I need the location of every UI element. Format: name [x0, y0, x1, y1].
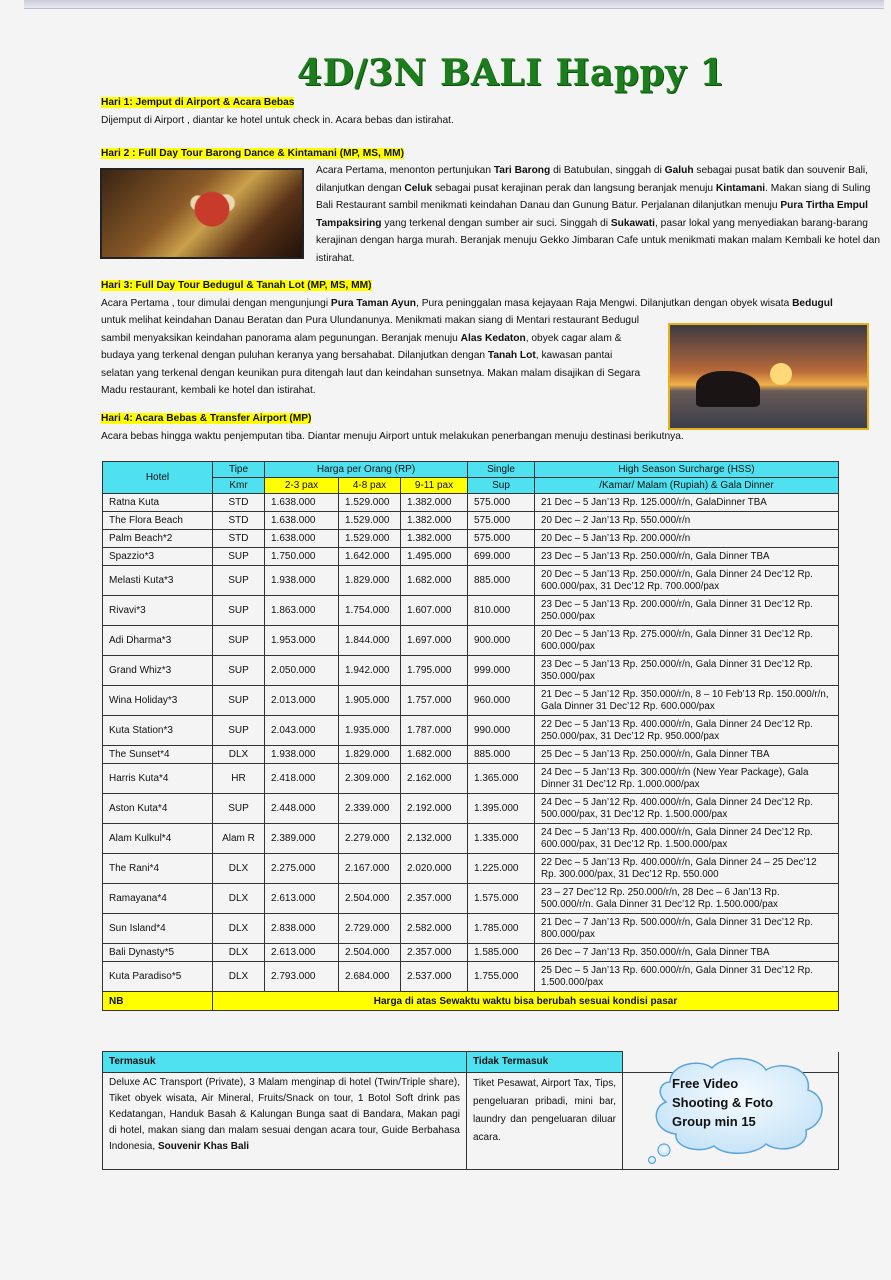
col-kmr-header: Kmr [213, 478, 265, 494]
price-2-3-pax-cell: 1.638.000 [265, 530, 339, 548]
table-row [103, 764, 839, 794]
termasuk-bold: Souvenir Khas Bali [157, 1141, 250, 1152]
price-4-8-pax-cell: 1.935.000 [339, 716, 401, 746]
table-row [103, 530, 839, 548]
nb-text: Harga di atas Sewaktu waktu bisa berubah sesuai kondisi pasar [213, 992, 839, 1011]
hotel-name-cell: The Rani*4 [103, 854, 213, 884]
hotel-name-cell: Harris Kuta*4 [103, 764, 213, 794]
promo-line-2: Shooting & Foto [672, 1095, 774, 1110]
table-row [103, 512, 839, 530]
price-4-8-pax-cell: 1.529.000 [339, 512, 401, 530]
hotel-name-cell: Melasti Kuta*3 [103, 566, 213, 596]
price-2-3-pax-cell: 2.389.000 [265, 824, 339, 854]
sun-shape [770, 363, 792, 385]
col-tipe-header: Tipe [213, 462, 265, 478]
price-2-3-pax-cell: 2.043.000 [265, 716, 339, 746]
room-type-cell: DLX [213, 884, 265, 914]
price-9-11-pax-cell: 1.697.000 [401, 626, 468, 656]
nb-label: NB [103, 992, 213, 1011]
hss-cell: 22 Dec – 5 Jan’13 Rp. 400.000/r/n, Gala Dinner 24 Dec’12 Rp. 250.000/pax, 31 Dec’12 Rp. 950.000/pax [535, 716, 839, 746]
hss-cell: 24 Dec – 5 Jan’13 Rp. 300.000/r/n (New Year Package), Gala Dinner 31 Dec’12 Rp. 1.000.000/pax [535, 764, 839, 794]
price-4-8-pax-cell: 1.844.000 [339, 626, 401, 656]
single-sup-cell: 885.000 [468, 566, 535, 596]
day-3-heading: Hari 3: Full Day Tour Bedugul & Tanah Lot (MP, MS, MM) [101, 280, 372, 291]
table-row [103, 596, 839, 626]
price-4-8-pax-cell: 1.642.000 [339, 548, 401, 566]
price-9-11-pax-cell: 1.682.000 [401, 566, 468, 596]
room-type-cell: DLX [213, 962, 265, 992]
price-4-8-pax-cell: 1.529.000 [339, 530, 401, 548]
room-type-cell: SUP [213, 716, 265, 746]
price-9-11-pax-cell: 1.382.000 [401, 512, 468, 530]
single-sup-cell: 1.585.000 [468, 944, 535, 962]
price-4-8-pax-cell: 1.829.000 [339, 566, 401, 596]
hotel-name-cell: Ramayana*4 [103, 884, 213, 914]
day-3-section: Hari 3: Full Day Tour Bedugul & Tanah Lot (MP, MS, MM) Acara Pertama , tour dimulai dengan mengunjungi Pura Taman Ayun, Pura peninggalan masa kejayaan Raja Mengwi. Dilanjutkan dengan obyek wisata Bedugul untuk melihat keindahan Danau Beratan dan Pura Ulundanunya. Menikmati makan siang di Mentari restaurant Bedugul sambil menyaksikan keindahan panorama alam pegunungan. Beranjak menuju Alas Kedaton, obyek cagar alam & budaya yang terkenal dengan puluhan keranya yang bersahabat. Dilanjutkan dengan Tanah Lot, kawasan pantai selatan yang terkenal dengan keunikan pura ditengah laut dan keindahan sunsetnya. Makan malam disajikan di Segara Madu restaurant, kembali ke hotel dan istirahat. [101, 277, 881, 400]
price-4-8-pax-cell: 1.529.000 [339, 494, 401, 512]
single-sup-cell: 990.000 [468, 716, 535, 746]
hss-cell: 24 Dec – 5 Jan’12 Rp. 400.000/r/n, Gala Dinner 24 Dec’12 Rp. 500.000/pax, 31 Dec’12 Rp. 1.500.000/pax [535, 794, 839, 824]
table-row [103, 566, 839, 596]
hotel-name-cell: Spazzio*3 [103, 548, 213, 566]
price-9-11-pax-cell: 1.607.000 [401, 596, 468, 626]
room-type-cell: DLX [213, 914, 265, 944]
price-2-3-pax-cell: 1.938.000 [265, 746, 339, 764]
room-type-cell: SUP [213, 566, 265, 596]
price-4-8-pax-cell: 2.339.000 [339, 794, 401, 824]
tidak-termasuk-text: Tiket Pesawat, Airport Tax, Tips, pengeluaran pribadi, mini bar, laundry dan pengeluaran diluar acara. [467, 1073, 623, 1170]
table-row [103, 824, 839, 854]
promo-line-1: Free Video [672, 1076, 739, 1091]
hotel-name-cell: The Flora Beach [103, 512, 213, 530]
price-9-11-pax-cell: 1.787.000 [401, 716, 468, 746]
table-row [103, 548, 839, 566]
single-sup-cell: 960.000 [468, 686, 535, 716]
day-2-text: Acara Pertama, menonton pertunjukan Tari Barong di Batubulan, singgah di Galuh sebagai pusat batik dan souvenir Bali, dilanjutkan dengan Celuk sebagai pusat kerajinan perak dan langsung beranjak menuju Kintamani. Makan siang di Suling Bali Restaurant sambil menikmati keindahan Danau dan Gunung Batur. Perjalanan dilanjutkan menuju Pura Tirtha Empul Tampaksiring yang terkenal dengan sumber air suci. Singgah di Sukawati, pasar lokal yang menyediakan barang-barang kerajinan dengan harga murah. Beranjak menuju Gekko Jimbaran Cafe untuk menikmati makan malam Kembali ke hotel dan istirahat. [316, 165, 881, 264]
promo-cloud [640, 1052, 830, 1164]
room-type-cell: SUP [213, 656, 265, 686]
price-4-8-pax-cell: 2.504.000 [339, 884, 401, 914]
promo-text [672, 1074, 773, 1131]
pax-2-3-header: 2-3 pax [265, 478, 339, 494]
hss-cell: 20 Dec – 2 Jan’13 Rp. 550.000/r/n [535, 512, 839, 530]
hotel-name-cell: Wina Holiday*3 [103, 686, 213, 716]
hss-cell: 25 Dec – 5 Jan’13 Rp. 250.000/r/n, Gala Dinner TBA [535, 746, 839, 764]
price-4-8-pax-cell: 2.504.000 [339, 944, 401, 962]
room-type-cell: DLX [213, 746, 265, 764]
col-single-header: Single [468, 462, 535, 478]
price-4-8-pax-cell: 2.309.000 [339, 764, 401, 794]
room-type-cell: SUP [213, 548, 265, 566]
hss-cell: 21 Dec – 5 Jan’12 Rp. 350.000/r/n, 8 – 10 Feb’13 Rp. 150.000/r/n, Gala Dinner 31 Dec’12 Rp. 600.000/pax [535, 686, 839, 716]
hss-cell: 20 Dec – 5 Jan’13 Rp. 250.000/r/n, Gala Dinner 24 Dec’12 Rp. 600.000/pax, 31 Dec’12 Rp. 700.000/pax [535, 566, 839, 596]
price-4-8-pax-cell: 2.729.000 [339, 914, 401, 944]
price-2-3-pax-cell: 1.953.000 [265, 626, 339, 656]
hotel-name-cell: Palm Beach*2 [103, 530, 213, 548]
day-4-section [101, 410, 881, 445]
hotel-price-table [102, 461, 839, 1011]
price-4-8-pax-cell: 2.684.000 [339, 962, 401, 992]
single-sup-cell: 1.755.000 [468, 962, 535, 992]
pax-4-8-header: 4-8 pax [339, 478, 401, 494]
hss-cell: 20 Dec – 5 Jan’13 Rp. 200.000/r/n [535, 530, 839, 548]
price-2-3-pax-cell: 2.448.000 [265, 794, 339, 824]
single-sup-cell: 885.000 [468, 746, 535, 764]
col-hotel-header: Hotel [103, 462, 213, 494]
room-type-cell: DLX [213, 944, 265, 962]
hotel-name-cell: Sun Island*4 [103, 914, 213, 944]
hotel-name-cell: Rivavi*3 [103, 596, 213, 626]
single-sup-cell: 699.000 [468, 548, 535, 566]
single-sup-cell: 1.785.000 [468, 914, 535, 944]
price-2-3-pax-cell: 1.638.000 [265, 512, 339, 530]
room-type-cell: STD [213, 512, 265, 530]
hss-cell: 23 – 27 Dec’12 Rp. 250.000/r/n, 28 Dec – 6 Jan’13 Rp. 500.000/r/n. Gala Dinner 31 Dec’12 Rp. 1.500.000/pax [535, 884, 839, 914]
day-2-heading: Hari 2 : Full Day Tour Barong Dance & Kintamani (MP, MS, MM) [101, 148, 405, 159]
price-2-3-pax-cell: 2.418.000 [265, 764, 339, 794]
hss-cell: 23 Dec – 5 Jan’13 Rp. 200.000/r/n, Gala Dinner 31 Dec’12 Rp. 250.000/pax [535, 596, 839, 626]
price-4-8-pax-cell: 1.905.000 [339, 686, 401, 716]
hotel-name-cell: The Sunset*4 [103, 746, 213, 764]
price-9-11-pax-cell: 1.382.000 [401, 494, 468, 512]
price-9-11-pax-cell: 2.582.000 [401, 914, 468, 944]
table-row [103, 626, 839, 656]
room-type-cell: SUP [213, 596, 265, 626]
price-2-3-pax-cell: 2.838.000 [265, 914, 339, 944]
room-type-cell: SUP [213, 686, 265, 716]
hss-cell: 21 Dec – 7 Jan’13 Rp. 500.000/r/n, Gala Dinner 31 Dec’12 Rp. 800.000/pax [535, 914, 839, 944]
price-9-11-pax-cell: 2.162.000 [401, 764, 468, 794]
price-9-11-pax-cell: 1.795.000 [401, 656, 468, 686]
table-row [103, 716, 839, 746]
room-type-cell: Alam R [213, 824, 265, 854]
single-sup-cell: 575.000 [468, 494, 535, 512]
temple-rock-shape [696, 371, 760, 407]
table-row [103, 794, 839, 824]
price-4-8-pax-cell: 1.942.000 [339, 656, 401, 686]
price-2-3-pax-cell: 1.938.000 [265, 566, 339, 596]
termasuk-header: Termasuk [103, 1052, 467, 1073]
day-4-text: Acara bebas hingga waktu penjemputan tiba. Diantar menuju Airport untuk melakukan penerbangan menuju destinasi berikutnya. [101, 430, 684, 442]
price-9-11-pax-cell: 1.682.000 [401, 746, 468, 764]
termasuk-body: Deluxe AC Transport (Private), 3 Malam menginap di hotel (Twin/Triple share), Tiket obyek wisata, Air Mineral, Fruits/Snack on tour, 1 Botol Soft drink pas Kedatangan, Handuk Basah & Kalungan Bunga saat di Bandara, Makan pagi di hotel, makan siang dan malam sesuai dengan acara tour, Guide Berbahasa Indonesia, [109, 1077, 460, 1152]
table-row [103, 494, 839, 512]
table-row [103, 746, 839, 764]
top-banner-strip [24, 0, 884, 9]
single-sup-cell: 1.335.000 [468, 824, 535, 854]
hss-cell: 26 Dec – 7 Jan’13 Rp. 350.000/r/n, Gala Dinner TBA [535, 944, 839, 962]
pax-9-11-header: 9-11 pax [401, 478, 468, 494]
promo-line-3: Group min 15 [672, 1114, 756, 1129]
room-type-cell: DLX [213, 854, 265, 884]
hotel-name-cell: Kuta Station*3 [103, 716, 213, 746]
table-row [103, 884, 839, 914]
table-row [103, 944, 839, 962]
single-sup-cell: 810.000 [468, 596, 535, 626]
hotel-name-cell: Adi Dharma*3 [103, 626, 213, 656]
single-sup-cell: 900.000 [468, 626, 535, 656]
table-row [103, 914, 839, 944]
col-hss-header: High Season Surcharge (HSS) [535, 462, 839, 478]
price-9-11-pax-cell: 2.192.000 [401, 794, 468, 824]
price-9-11-pax-cell: 1.382.000 [401, 530, 468, 548]
day-1-heading: Hari 1: Jemput di Airport & Acara Bebas [101, 97, 295, 108]
price-9-11-pax-cell: 1.495.000 [401, 548, 468, 566]
price-9-11-pax-cell: 2.020.000 [401, 854, 468, 884]
hss-cell: 22 Dec – 5 Jan’13 Rp. 400.000/r/n, Gala Dinner 24 – 25 Dec’12 Rp. 300.000/pax, 31 Dec’12 Rp. 550.000 [535, 854, 839, 884]
price-2-3-pax-cell: 2.793.000 [265, 962, 339, 992]
hss-cell: 25 Dec – 5 Jan’13 Rp. 600.000/r/n, Gala Dinner 31 Dec’12 Rp. 1.500.000/pax [535, 962, 839, 992]
hotel-name-cell: Ratna Kuta [103, 494, 213, 512]
price-9-11-pax-cell: 2.132.000 [401, 824, 468, 854]
tidak-termasuk-header: Tidak Termasuk [467, 1052, 623, 1073]
hss-cell: 23 Dec – 5 Jan’13 Rp. 250.000/r/n, Gala Dinner 31 Dec’12 Rp. 350.000/pax [535, 656, 839, 686]
hotel-name-cell: Aston Kuta*4 [103, 794, 213, 824]
single-sup-cell: 1.575.000 [468, 884, 535, 914]
room-type-cell: SUP [213, 794, 265, 824]
room-type-cell: STD [213, 530, 265, 548]
price-4-8-pax-cell: 2.167.000 [339, 854, 401, 884]
room-type-cell: SUP [213, 626, 265, 656]
day-1-text: Dijemput di Airport , diantar ke hotel untuk check in. Acara bebas dan istirahat. [101, 114, 454, 126]
price-9-11-pax-cell: 2.357.000 [401, 944, 468, 962]
room-type-cell: HR [213, 764, 265, 794]
day-2-heading-wrap [101, 145, 861, 163]
page-title: 4D/3N BALI Happy 1 [296, 52, 726, 94]
price-4-8-pax-cell: 1.754.000 [339, 596, 401, 626]
single-sup-cell: 1.395.000 [468, 794, 535, 824]
day-4-heading: Hari 4: Acara Bebas & Transfer Airport (MP) [101, 413, 312, 424]
day-1-section [101, 94, 861, 129]
single-sup-cell: 1.365.000 [468, 764, 535, 794]
price-2-3-pax-cell: 1.638.000 [265, 494, 339, 512]
price-2-3-pax-cell: 2.275.000 [265, 854, 339, 884]
single-sup-cell: 1.225.000 [468, 854, 535, 884]
price-2-3-pax-cell: 1.750.000 [265, 548, 339, 566]
hotel-name-cell: Bali Dynasty*5 [103, 944, 213, 962]
single-sup-cell: 575.000 [468, 530, 535, 548]
table-row [103, 962, 839, 992]
hss-cell: 23 Dec – 5 Jan’13 Rp. 250.000/r/n, Gala Dinner TBA [535, 548, 839, 566]
single-sup-cell: 575.000 [468, 512, 535, 530]
col-hss-subheader: /Kamar/ Malam (Rupiah) & Gala Dinner [535, 478, 839, 494]
single-sup-cell: 999.000 [468, 656, 535, 686]
price-9-11-pax-cell: 1.757.000 [401, 686, 468, 716]
hotel-name-cell: Grand Whiz*3 [103, 656, 213, 686]
hss-cell: 20 Dec – 5 Jan’13 Rp. 275.000/r/n, Gala Dinner 31 Dec’12 Rp. 600.000/pax [535, 626, 839, 656]
table-row [103, 656, 839, 686]
price-2-3-pax-cell: 2.013.000 [265, 686, 339, 716]
hss-cell: 21 Dec – 5 Jan’13 Rp. 125.000/r/n, GalaDinner TBA [535, 494, 839, 512]
price-9-11-pax-cell: 2.537.000 [401, 962, 468, 992]
hotel-name-cell: Kuta Paradiso*5 [103, 962, 213, 992]
col-harga-header: Harga per Orang (RP) [265, 462, 468, 478]
hotel-name-cell: Alam Kulkul*4 [103, 824, 213, 854]
price-4-8-pax-cell: 1.829.000 [339, 746, 401, 764]
col-sup-header: Sup [468, 478, 535, 494]
room-type-cell: STD [213, 494, 265, 512]
day-3-text-rest: untuk melihat keindahan Danau Beratan dan Pura Ulundanunya. Menikmati makan siang di Mentari restaurant Bedugul sambil menyaksikan keindahan panorama alam pegunungan. Beranjak menuju Alas Kedaton, obyek cagar alam & budaya yang terkenal dengan puluhan keranya yang bersahabat. Dilanjutkan dengan Tanah Lot, kawasan pantai selatan yang terkenal dengan keunikan pura ditengah laut dan keindahan sunsetnya. Makan malam disajikan di Segara Madu restaurant, kembali ke hotel dan istirahat. [101, 315, 641, 396]
price-2-3-pax-cell: 2.613.000 [265, 884, 339, 914]
hss-cell: 24 Dec – 5 Jan’13 Rp. 400.000/r/n, Gala Dinner 24 Dec’12 Rp. 600.000/pax, 31 Dec’12 Rp. 1.500.000/pax [535, 824, 839, 854]
table-row [103, 686, 839, 716]
price-2-3-pax-cell: 2.613.000 [265, 944, 339, 962]
price-4-8-pax-cell: 2.279.000 [339, 824, 401, 854]
termasuk-text [103, 1073, 467, 1170]
price-9-11-pax-cell: 2.357.000 [401, 884, 468, 914]
price-2-3-pax-cell: 2.050.000 [265, 656, 339, 686]
price-2-3-pax-cell: 1.863.000 [265, 596, 339, 626]
barong-dance-photo [100, 168, 304, 259]
table-row [103, 854, 839, 884]
